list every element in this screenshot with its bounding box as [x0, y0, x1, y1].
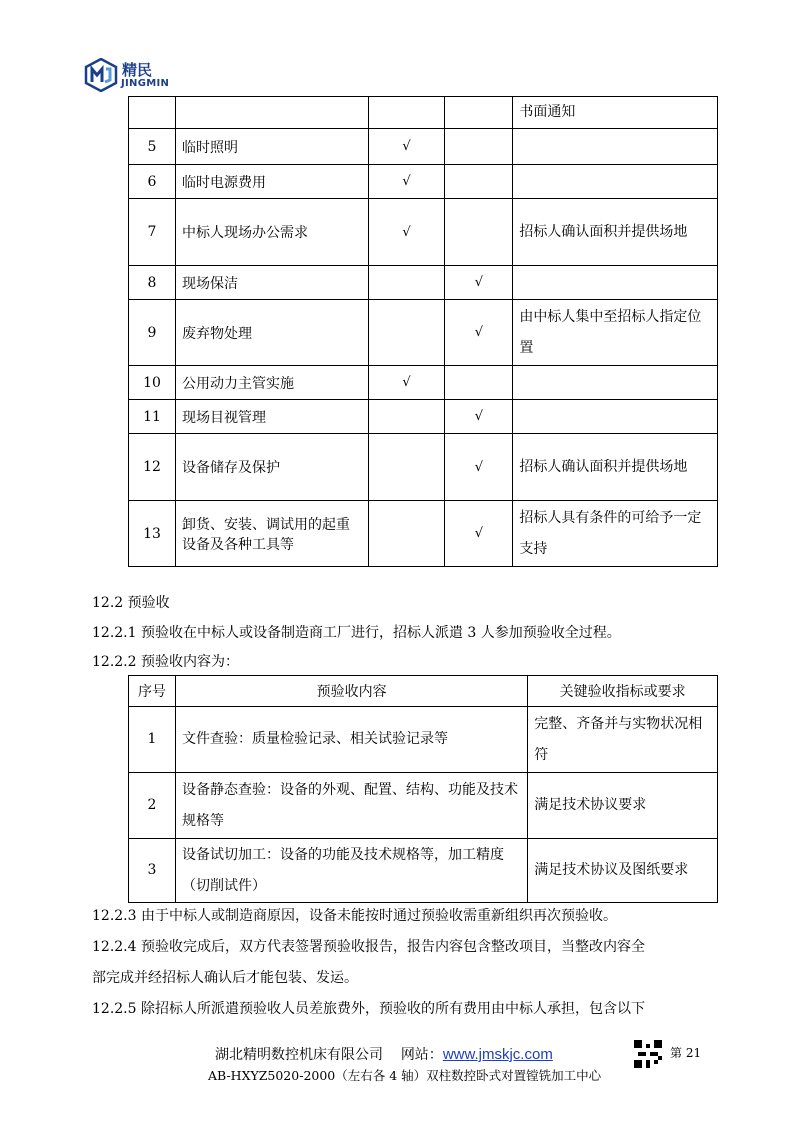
row-check-b: √ [445, 400, 513, 434]
row-check-a [368, 501, 445, 567]
row-check-b [445, 366, 513, 400]
row-requirement: 满足技术协议及图纸要求 [528, 839, 718, 903]
row-check-a: √ [368, 129, 445, 165]
company-logo [84, 58, 174, 92]
table-row [129, 501, 718, 567]
table-row [129, 707, 718, 773]
footer-site-label: 网站： [400, 1047, 443, 1063]
qr-code-icon [634, 1040, 662, 1068]
table-row [129, 300, 718, 366]
table-row [129, 165, 718, 199]
row-requirement: 满足技术协议要求 [528, 773, 718, 839]
table-row [129, 839, 718, 903]
row-item: 现场目视管理 [175, 400, 368, 434]
row-no: 5 [129, 129, 176, 165]
row-check-a [368, 97, 445, 129]
row-note [513, 366, 718, 400]
row-note: 由中标人集中至招标人指定位置 [513, 300, 718, 366]
row-content: 设备静态查验：设备的外观、配置、结构、功能及技术规格等 [175, 773, 527, 839]
row-item: 中标人现场办公需求 [175, 199, 368, 266]
col-header-content: 预验收内容 [175, 676, 527, 707]
row-note [513, 400, 718, 434]
row-no: 8 [129, 266, 176, 300]
row-note: 招标人具有条件的可给予一定支持 [513, 501, 718, 567]
table-row [129, 400, 718, 434]
footer-company: 湖北精明数控机床有限公司 [215, 1047, 383, 1063]
row-item: 临时照明 [175, 129, 368, 165]
row-no: 1 [129, 707, 176, 773]
table-row [129, 97, 718, 129]
paragraph-12-2-3: 12.2.3 由于中标人或制造商原因，设备未能按时通过预验收需重新组织再次预验收。 [92, 908, 617, 924]
row-note: 招标人确认面积并提供场地 [513, 199, 718, 266]
row-check-a: √ [368, 366, 445, 400]
row-no: 2 [129, 773, 176, 839]
row-item: 临时电源费用 [175, 165, 368, 199]
row-check-a: √ [368, 199, 445, 266]
row-check-b [445, 199, 513, 266]
row-check-a [368, 266, 445, 300]
row-content: 文件查验：质量检验记录、相关试验记录等 [175, 707, 527, 773]
row-no [129, 97, 176, 129]
row-check-b [445, 129, 513, 165]
row-check-b: √ [445, 300, 513, 366]
logo-mark-icon [84, 58, 118, 92]
paragraph-12-2-2: 12.2.2 预验收内容为： [92, 654, 239, 670]
row-requirement: 完整、齐备并与实物状况相符 [528, 707, 718, 773]
pre-acceptance-table [128, 675, 718, 903]
row-item [175, 97, 368, 129]
table-row [129, 773, 718, 839]
paragraph-12-2-1: 12.2.1 预验收在中标人或设备制造商工厂进行，招标人派遣 3 人参加预验收全过程。 [92, 625, 621, 641]
logo-text-cn: 精民 [122, 61, 153, 79]
row-item: 现场保洁 [175, 266, 368, 300]
footer-company-line [215, 1044, 553, 1064]
row-check-a: √ [368, 165, 445, 199]
row-note: 招标人确认面积并提供场地 [513, 434, 718, 501]
row-item: 卸货、安装、调试用的起重设备及各种工具等 [175, 501, 368, 567]
row-no: 11 [129, 400, 176, 434]
row-no: 10 [129, 366, 176, 400]
col-header-requirement: 关键验收指标或要求 [528, 676, 718, 707]
row-check-a [368, 400, 445, 434]
row-item: 公用动力主管实施 [175, 366, 368, 400]
paragraph-12-2-4-line1: 12.2.4 预验收完成后，双方代表签署预验收报告，报告内容包含整改项目，当整改内容全 [92, 939, 645, 955]
row-note: 书面通知 [513, 97, 718, 129]
table-row [129, 434, 718, 501]
row-note [513, 165, 718, 199]
row-item: 设备储存及保护 [175, 434, 368, 501]
row-no: 12 [129, 434, 176, 501]
table-row [129, 199, 718, 266]
table-row [129, 129, 718, 165]
row-no: 6 [129, 165, 176, 199]
table-row [129, 366, 718, 400]
row-check-b [445, 165, 513, 199]
row-no: 9 [129, 300, 176, 366]
paragraph-12-2-5: 12.2.5 除招标人所派遣预验收人员差旅费外，预验收的所有费用由中标人承担，包含以下 [92, 1001, 645, 1017]
row-no: 3 [129, 839, 176, 903]
table-row [129, 266, 718, 300]
page-number: 第 21 [670, 1046, 702, 1060]
logo-text-en: JINGMIN [121, 78, 170, 89]
row-note [513, 266, 718, 300]
footer-site-link[interactable]: www.jmskjc.com [442, 1046, 553, 1063]
col-header-no: 序号 [129, 676, 176, 707]
row-check-b: √ [445, 434, 513, 501]
row-check-b: √ [445, 266, 513, 300]
row-no: 13 [129, 501, 176, 567]
row-content: 设备试切加工：设备的功能及技术规格等，加工精度（切削试件） [175, 839, 527, 903]
section-heading: 12.2 预验收 [92, 595, 170, 611]
paragraph-12-2-4-line2: 部完成并经招标人确认后才能包装、发运。 [92, 970, 358, 986]
row-check-a [368, 300, 445, 366]
responsibility-table [128, 96, 718, 567]
row-check-a [368, 434, 445, 501]
row-item: 废弃物处理 [175, 300, 368, 366]
footer-model-line: AB-HXYZ5020-2000（左右各 4 轴）双柱数控卧式对置镗铣加工中心 [208, 1068, 602, 1083]
row-check-b: √ [445, 501, 513, 567]
row-check-b [445, 97, 513, 129]
row-no: 7 [129, 199, 176, 266]
row-note [513, 129, 718, 165]
